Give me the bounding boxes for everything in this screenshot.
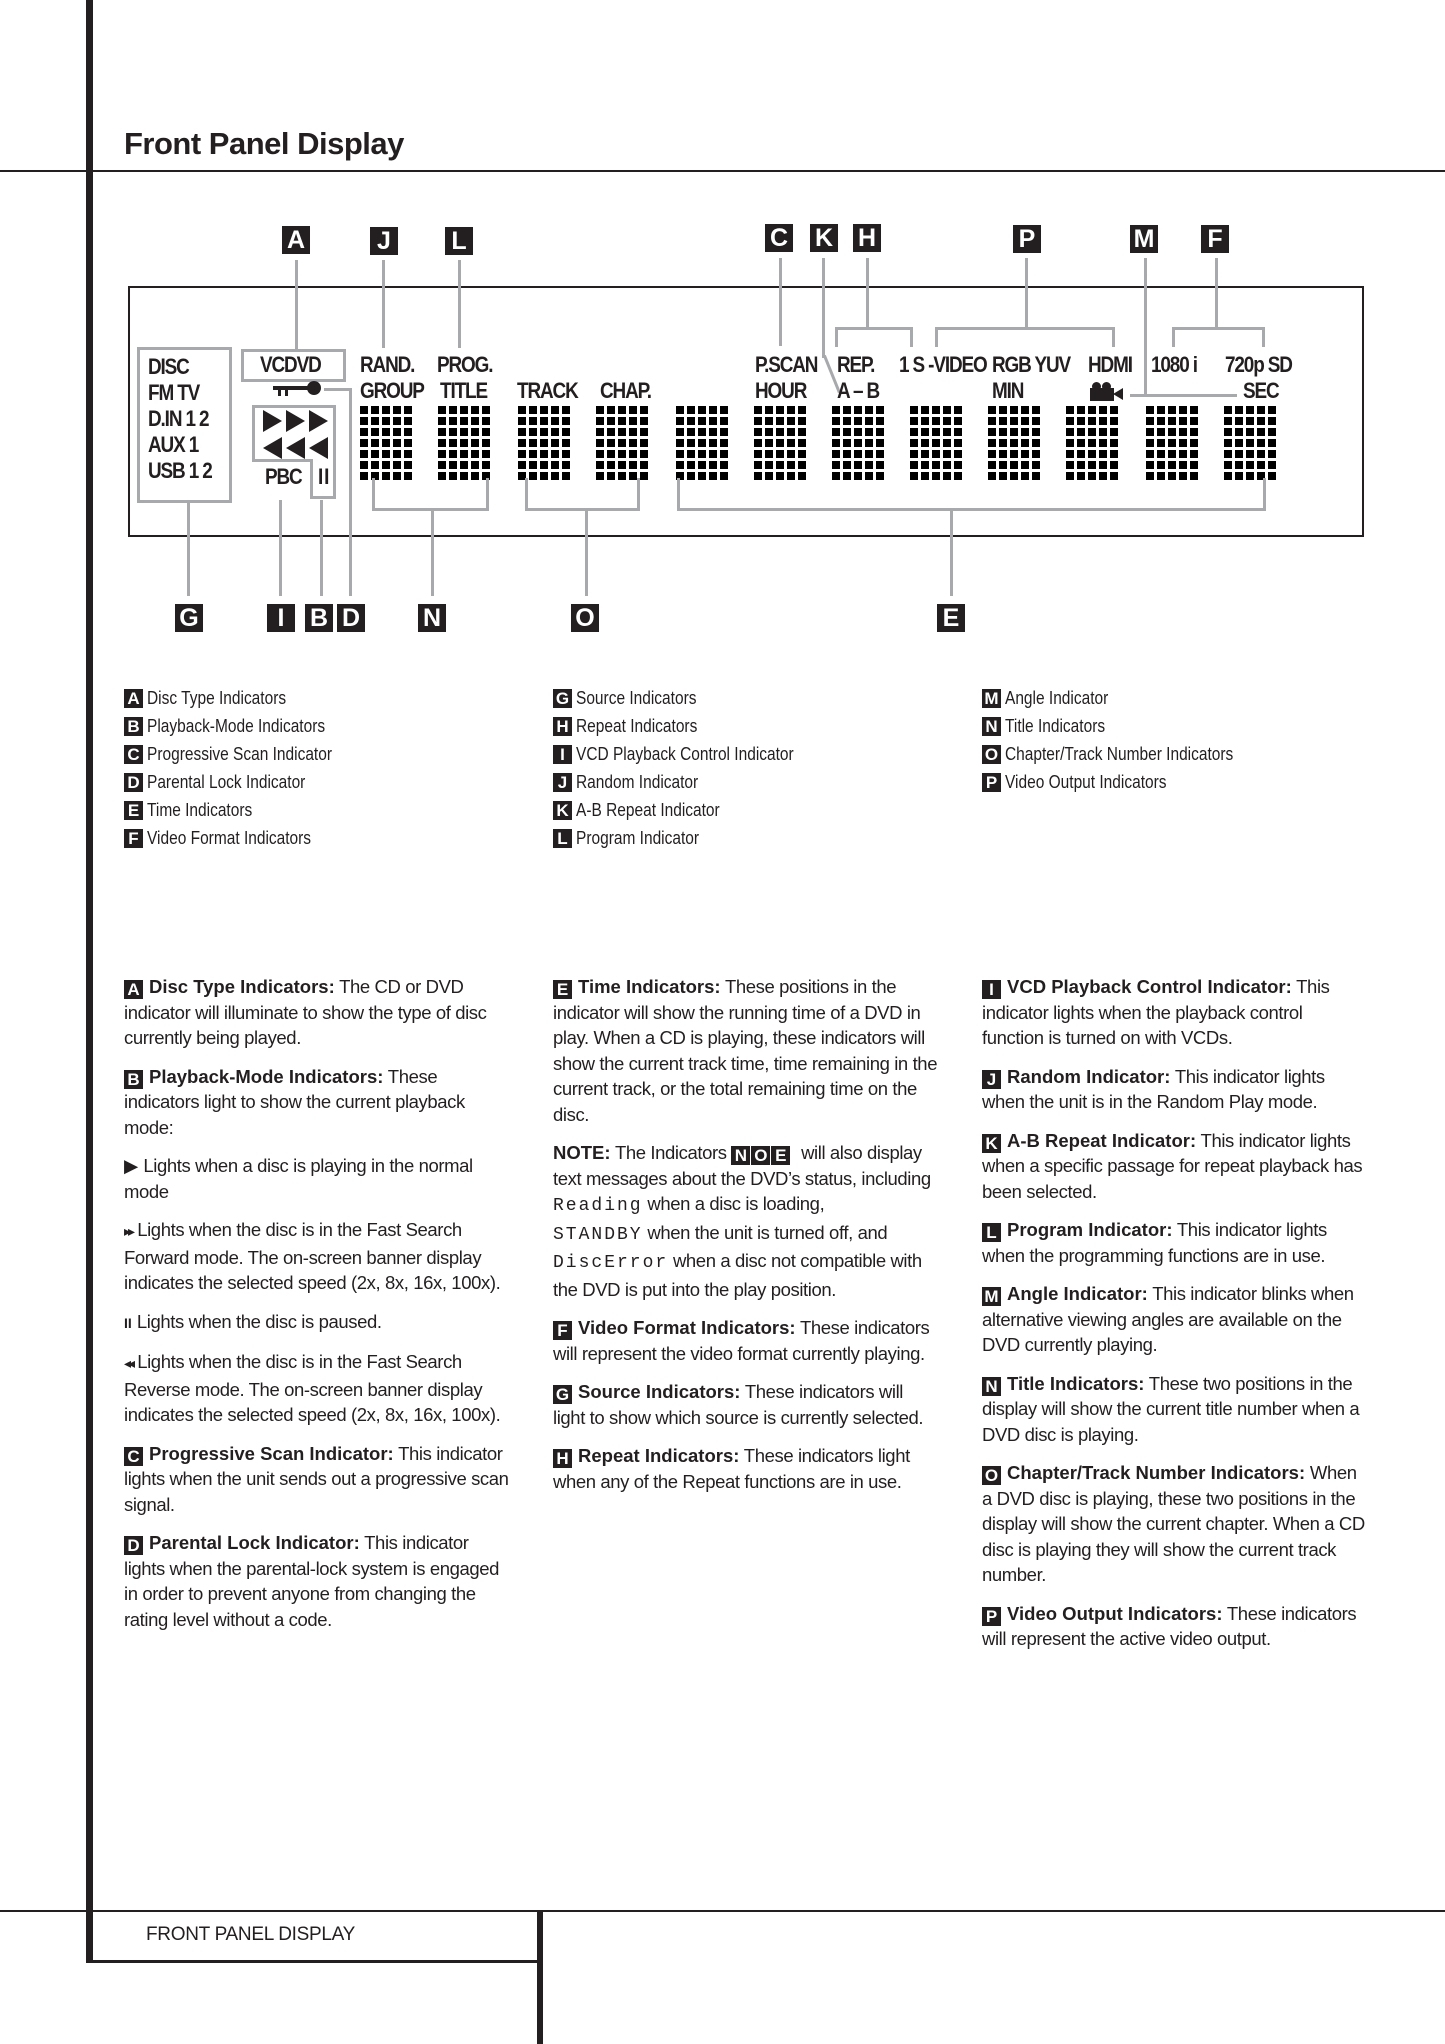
source-din: D.IN 1 2 xyxy=(148,406,209,431)
bracket-P xyxy=(935,327,1115,330)
dot-matrix-digit xyxy=(360,406,412,481)
callout-E: E xyxy=(937,604,965,632)
group-label: GROUP xyxy=(360,378,424,403)
rewind-icon-3 xyxy=(309,437,328,459)
prog-label: PROG. xyxy=(437,352,493,377)
rewind-icon-2 xyxy=(286,437,305,459)
hour-label: HOUR xyxy=(755,378,807,403)
bracket-E xyxy=(677,508,1266,511)
footer-section-label: FRONT PANEL DISPLAY xyxy=(146,1924,355,1945)
leader-O xyxy=(585,508,588,596)
desc-I: I VCD Playback Control Indicator: This indicator lights when the playback control function is turned on with VCDs. xyxy=(982,976,1330,1048)
desc-B-ff: ▸▸ Lights when the disc is in the Fast Search Forward mode. The on-screen banner display indicates the selected speed (2x, 8x, 16x, 100x). xyxy=(124,1219,501,1293)
dot-matrix-digit xyxy=(676,406,728,481)
legend-item: P Video Output Indicators xyxy=(982,768,1270,796)
callout-F: F xyxy=(1201,225,1229,253)
dot-matrix-digit xyxy=(832,406,884,481)
leader-B xyxy=(320,500,323,596)
legend-item: L Program Indicator xyxy=(553,824,829,852)
dot-matrix-digit xyxy=(1224,406,1276,481)
legend-item: G Source Indicators xyxy=(553,684,829,712)
desc-note: NOTE: The Indicators N O E will also display text messages about the DVD’s status, including Reading when a disc is loading, STANDBY when the unit is turned off, and DiscError when a disc not compatible with the DVD is put into the play position. xyxy=(553,1142,931,1300)
desc-N: N Title Indicators: These two positions in the display will show the current title number when a DVD disc is playing. xyxy=(982,1372,1360,1445)
desc-B: B Playback-Mode Indicators: These indicators light to show the current playback mode: xyxy=(124,1065,465,1138)
leader-A xyxy=(295,260,298,350)
leader-D xyxy=(349,388,352,596)
dot-matrix-digit xyxy=(1146,406,1198,481)
bracket-H xyxy=(835,327,913,330)
legend-item: D Parental Lock Indicator xyxy=(124,768,362,796)
legend-item: H Repeat Indicators xyxy=(553,712,829,740)
leader-M xyxy=(1144,258,1147,396)
rewind-icons xyxy=(263,437,332,464)
source-indicators xyxy=(148,354,222,484)
title-label: TITLE xyxy=(440,378,487,403)
camera-icon xyxy=(1090,382,1126,402)
bracket-O xyxy=(525,508,640,511)
legend-col-3 xyxy=(982,684,1270,796)
page-title: Front Panel Display xyxy=(124,126,404,161)
legend-item: K A-B Repeat Indicator xyxy=(553,796,829,824)
play-icon-1 xyxy=(263,410,282,432)
legend-item: N Title Indicators xyxy=(982,712,1270,740)
desc-B-rew: ◂◂ Lights when the disc is in the Fast Search Reverse mode. The on-screen banner display indicates the selected speed (2x, 8x, 16x, 100x). xyxy=(124,1351,501,1425)
status-msg-standby: STANDBY xyxy=(553,1224,643,1245)
dot-matrix-digit xyxy=(754,406,806,481)
callout-O: O xyxy=(571,604,599,632)
callout-M: M xyxy=(1130,225,1158,253)
footer-rule-top xyxy=(0,1910,1445,1912)
desc-F: F Video Format Indicators: These indicators will represent the video format currently playing. xyxy=(553,1317,930,1364)
callout-D: D xyxy=(337,604,365,632)
desc-M: M Angle Indicator: This indicator blinks when alternative viewing angles are available on the DVD currently playing. xyxy=(982,1283,1354,1355)
desc-E: E Time Indicators: These positions in the indicator will show the running time of a DVD in play. When a CD is playing, these indicators will show the current track time, time remaining in the current track, or the total remaining time on the disc. xyxy=(553,976,938,1125)
key-icon xyxy=(273,381,325,399)
legend-item: F Video Format Indicators xyxy=(124,824,362,852)
bracket-E-l xyxy=(677,478,680,510)
status-msg-discerror: DiscError xyxy=(553,1253,669,1273)
desc-K: K A-B Repeat Indicator: This indicator lights when a specific passage for repeat playback has been selected. xyxy=(982,1129,1363,1202)
format-720p-sd: 720p SD xyxy=(1225,352,1292,377)
legend-item: M Angle Indicator xyxy=(982,684,1270,712)
desc-B-pause: II Lights when the disc is paused. xyxy=(124,1310,382,1332)
dot-matrix-digit xyxy=(518,406,570,481)
legend-col-1 xyxy=(124,684,362,852)
bracket-P-r xyxy=(1112,327,1115,347)
leader-K xyxy=(822,258,825,358)
bracket-N-l xyxy=(372,478,375,510)
leader-D-h xyxy=(324,388,351,391)
dot-matrix-digit xyxy=(988,406,1040,481)
leader-P xyxy=(1025,258,1028,328)
desc-P: P Video Output Indicators: These indicators will represent the active video output. xyxy=(982,1602,1357,1649)
bracket-E-r xyxy=(1263,478,1266,510)
legend-col-2 xyxy=(553,684,829,852)
track-label: TRACK xyxy=(517,378,578,403)
leader-F xyxy=(1215,258,1218,328)
rep-label: REP. xyxy=(837,352,875,377)
leader-G xyxy=(187,500,190,596)
legend-item: C Progressive Scan Indicator xyxy=(124,740,362,768)
desc-B-play: ▶ Lights when a disc is playing in the normal mode xyxy=(124,1155,473,1202)
dot-matrix-digit xyxy=(596,406,648,481)
dot-matrix-digit xyxy=(1066,406,1118,481)
bracket-N-r xyxy=(486,478,489,510)
play-icon-2 xyxy=(286,410,305,432)
play-icon: ▶ xyxy=(124,1155,139,1176)
format-1080i: 1080 i xyxy=(1151,352,1197,377)
ab-label: A – B xyxy=(837,378,880,403)
legend-item: E Time Indicators xyxy=(124,796,362,824)
source-aux: AUX 1 xyxy=(148,432,199,457)
description-col-2 xyxy=(553,974,938,1507)
callout-C: C xyxy=(765,224,793,252)
fast-forward-icon: ▸▸ xyxy=(124,1223,133,1239)
min-label: MIN xyxy=(992,378,1024,403)
source-usb: USB 1 2 xyxy=(148,458,212,483)
left-margin-bar xyxy=(86,0,93,1962)
bracket-H-r xyxy=(910,327,913,347)
bracket-O-r xyxy=(637,478,640,510)
leader-E xyxy=(950,508,953,596)
callout-K: K xyxy=(810,224,838,252)
bracket-O-l xyxy=(525,478,528,510)
hdmi-label: HDMI xyxy=(1088,352,1132,377)
callout-B: B xyxy=(305,604,333,632)
desc-O: O Chapter/Track Number Indicators: When a DVD disc is playing, these two positions in the display will show the current chapter. When a CD disc is playing they will show the current track number. xyxy=(982,1462,1365,1585)
leader-L xyxy=(458,260,461,348)
desc-C: C Progressive Scan Indicator: This indicator lights when the unit sends out a progressive scan signal. xyxy=(124,1442,509,1515)
callout-J: J xyxy=(370,227,398,255)
legend-item: O Chapter/Track Number Indicators xyxy=(982,740,1270,768)
chap-label: CHAP. xyxy=(600,378,651,403)
rewind-icon: ◂◂ xyxy=(124,1355,133,1371)
rewind-icon-1 xyxy=(263,437,282,459)
footer-divider-bar xyxy=(537,1911,543,2044)
bracket-F-l xyxy=(1172,327,1175,347)
source-fm-tv: FM TV xyxy=(148,380,200,405)
callout-P: P xyxy=(1013,225,1041,253)
desc-H: H Repeat Indicators: These indicators light when any of the Repeat functions are in use. xyxy=(553,1445,910,1492)
footer-rule-bottom xyxy=(86,1960,541,1963)
source-disc: DISC xyxy=(148,354,189,379)
bracket-F xyxy=(1172,327,1264,330)
leader-J xyxy=(382,260,385,348)
bracket-F-r xyxy=(1262,327,1265,347)
disc-type-vcdvd: VCDVD xyxy=(260,352,321,377)
callout-H: H xyxy=(853,224,881,252)
callout-N: N xyxy=(418,604,446,632)
rand-label: RAND. xyxy=(360,352,415,377)
leader-N xyxy=(431,508,434,596)
pscan-label: P.SCAN xyxy=(755,352,818,377)
callout-A: A xyxy=(282,226,310,254)
legend-item: A Disc Type Indicators xyxy=(124,684,362,712)
pause-indicator: II xyxy=(318,464,331,489)
legend-item: J Random Indicator xyxy=(553,768,829,796)
description-col-1 xyxy=(124,974,509,1645)
desc-D: D Parental Lock Indicator: This indicator lights when the parental-lock system is engaged in order to prevent anyone from changing the rating level without a code. xyxy=(124,1532,500,1630)
title-rule xyxy=(0,170,1445,172)
pbc-indicator: PBC xyxy=(265,464,302,489)
sec-label: SEC xyxy=(1243,378,1279,403)
dot-matrix-digit xyxy=(438,406,490,481)
bracket-H-l xyxy=(835,327,838,347)
leader-H xyxy=(866,258,869,328)
bracket-P-l xyxy=(935,327,938,347)
play-icon-3 xyxy=(309,410,328,432)
desc-J: J Random Indicator: This indicator lights when the unit is in the Random Play mode. xyxy=(982,1065,1325,1112)
play-icons xyxy=(263,410,332,437)
legend-item: I VCD Playback Control Indicator xyxy=(553,740,829,768)
callout-I: I xyxy=(267,604,295,632)
callout-G: G xyxy=(175,604,203,632)
rgbyuv-label: RGB YUV xyxy=(992,352,1071,377)
desc-L: L Program Indicator: This indicator lights when the programming functions are in use. xyxy=(982,1219,1327,1266)
description-col-3 xyxy=(982,974,1367,1665)
svideo-label: 1 S -VIDEO xyxy=(899,352,987,377)
status-msg-reading: Reading xyxy=(553,1196,643,1216)
leader-I xyxy=(279,500,282,596)
dot-matrix-digit xyxy=(910,406,962,481)
desc-G: G Source Indicators: These indicators will light to show which source is currently selected. xyxy=(553,1381,924,1428)
desc-A: A Disc Type Indicators: The CD or DVD indicator will illuminate to show the type of disc currently being played. xyxy=(124,976,487,1048)
legend-item: B Playback-Mode Indicators xyxy=(124,712,362,740)
callout-L: L xyxy=(445,227,473,255)
pause-icon: II xyxy=(124,1314,132,1331)
leader-C xyxy=(779,258,782,346)
leader-M-h xyxy=(1130,394,1237,397)
